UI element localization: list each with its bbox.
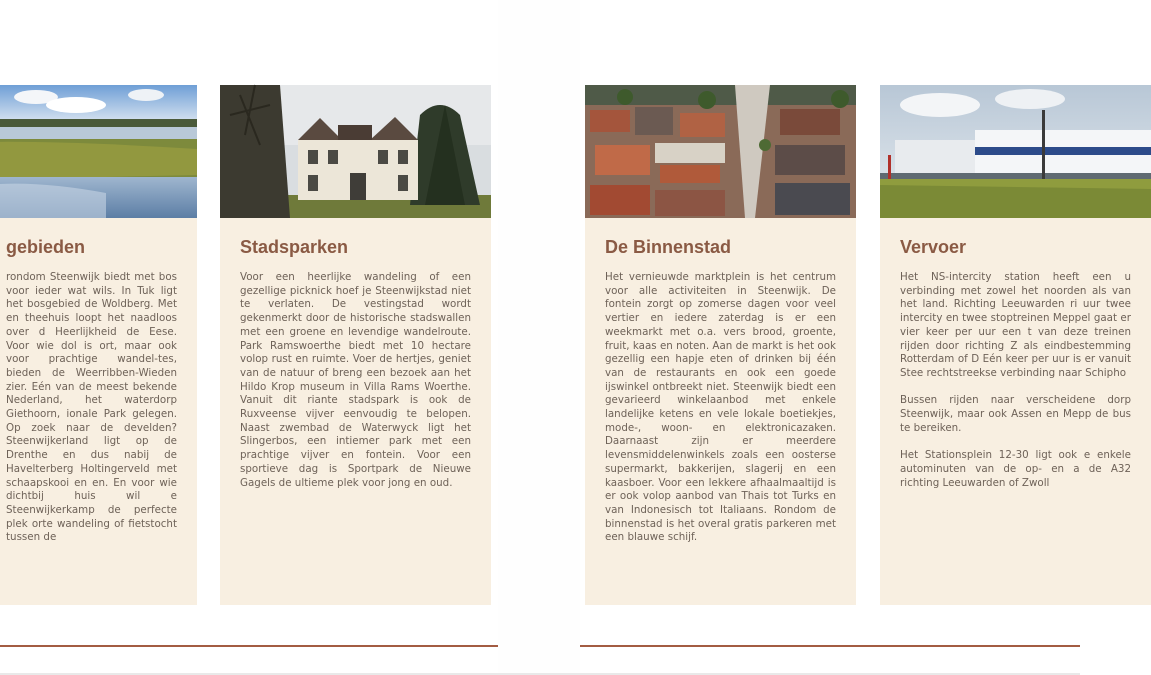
card-paragraph: rondom Steenwijk biedt met bos voor ieder wat wils. In Tuk ligt het bosgebied de Woldberg. Met en theehuis loopt het naadloos over d Heerlijkheid de Eese. Voor wie dol is ort, maar ook voor prachtige wandel-tes, bieden de Weerribben-Wieden zier. Eén van de meest bekende Nederland, het waterdorp Giethoorn, ionale Park gelegen. Op zoek naar de develden? Steenwijkerland ligt op de Drenthe en dus nabij de Havelterberg Holtingerveld met schaapskooi en en. En voor wie dichtbij huis wil e Steenwijkerkamp de perfecte plek orte wandeling of fietstocht tussen de [6,271,177,544]
card-paragraph: Voor een heerlijke wandeling of een gezellige picknick hoef je Steenwijkstad niet te verlaten. De vestingstad wordt gekenmerkt door de historische stadswallen met een groene en levendige wandelroute. Park Ramswoerthe biedt met 10 hectare volop rust en ruimte. Voer de hertjes, geniet van de natuur of breng een bezoek aan het Hildo Krop museum in Villa Rams Woerthe. Vanuit dit riante stadspark is ook de Ruxveense vijver eenvoudig te belopen. Naast zwembad de Waterwyck ligt het Slingerbos, een intiemer park met een prachtige vijver en fontein. Voor een sportieve dag is Sportpark de Nieuwe Gagels de ultieme plek voor jong en oud. [240,271,471,489]
card-paragraph: Het Stationsplein 12-30 ligt ook e enkele autominuten van de op- en a de A32 richting Leeuwarden of Zwoll [900,449,1131,489]
card-vervoer [880,85,1151,605]
card-body [605,271,836,559]
card-title: De Binnenstad [605,237,732,257]
card-body [240,271,471,504]
card-body [6,271,177,559]
card-natuurgebieden [0,85,197,605]
card-binnenstad [585,85,856,605]
card-title: Stadsparken [240,237,349,257]
wetland-landscape-photo [0,85,197,218]
page-spread-gap [498,0,580,675]
left-page-divider-rule [0,645,498,647]
card-stadsparken [220,85,491,605]
card-title: gebieden [6,237,86,257]
right-page-divider-rule [580,645,1080,647]
card-title: Vervoer [900,237,967,257]
card-body [900,271,1131,504]
station-square-photo [880,85,1151,218]
villa-in-park-photo [220,85,491,218]
card-paragraph: Bussen rijden naar verscheidene dorp Steenwijk, maar ook Assen en Mepp de bus te bereiken. [900,394,1131,434]
town-centre-aerial-photo [585,85,856,218]
card-paragraph: Het NS-intercity station heeft een u verbinding met zowel het noorden als van het land. Richting Leeuwarden ri uur twee intercity en twee stoptreinen Meppel gaat er vier keer per uur een t van deze treinen rijden door richting Z als eindbestemming Rotterdam of D Eén keer per uur is er vanuit Stee rechtstreekse verbinding naar Schipho [900,271,1131,379]
card-paragraph: Het vernieuwde marktplein is het centrum voor alle activiteiten in Steenwijk. De fontein zorgt op zomerse dagen voor veel vertier en iedere zaterdag is er een weekmarkt met o.a. vers brood, groente, fruit, kaas en noten. Aan de markt is het ook gezellig een hapje eten of drinken bij één van de restaurants en ook een goede ijswinkel ontbreekt niet. Steenwijk biedt een gevarieerd winkelaanbod met enkele landelijke ketens en vele lokale boetiekjes, mode-, woon- en elektronicazaken. Daarnaast zijn er meerdere levensmiddelenwinkels zoals een oosterse supermarkt, bakkerijen, slagerij en een kaasboer. Voor een lekkere afhaalmaaltijd is er ook volop aanbod van Thais tot Turks en van Indonesisch tot Italiaans. Rondom de binnenstad is het overal gratis parkeren met een blauwe schijf. [605,271,836,544]
